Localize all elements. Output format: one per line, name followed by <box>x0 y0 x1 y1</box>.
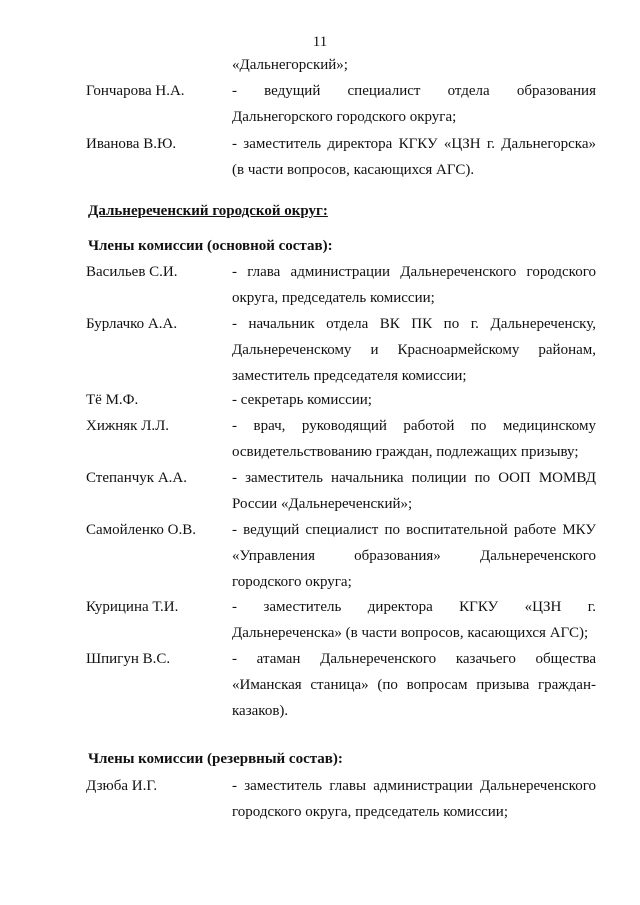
member-name: Шпигун В.С. <box>86 651 171 667</box>
member-description: - глава администрации Дальнереченского городского округа, председатель комиссии; <box>232 264 596 306</box>
member-name: Иванова В.Ю. <box>86 136 177 152</box>
continuation-text: «Дальнегорский»; <box>232 57 348 73</box>
member-name: Дзюба И.Г. <box>86 778 158 794</box>
member-name: Хижняк Л.Л. <box>86 418 170 434</box>
reserve-composition-heading: Члены комиссии (резервный состав): <box>88 751 343 767</box>
page-number: 11 <box>312 34 328 50</box>
member-description: - ведущий специалист по воспитательной работе МКУ «Управления образования» Дальнереченского городского округа; <box>232 522 596 590</box>
member-name: Курицина Т.И. <box>86 599 179 615</box>
member-description: - врач, руководящий работой по медицинскому освидетельствованию граждан, подлежащих призыву; <box>232 418 596 460</box>
member-name: Тё М.Ф. <box>86 392 139 408</box>
district-heading: Дальнереченский городской округ: <box>88 203 328 219</box>
member-name: Гончарова Н.А. <box>86 83 185 99</box>
main-composition-heading: Члены комиссии (основной состав): <box>88 238 333 254</box>
member-description: - заместитель начальника полиции по ООП МОМВД России «Дальнереченский»; <box>232 470 596 512</box>
member-name: Степанчук А.А. <box>86 470 187 486</box>
member-description: - заместитель директора КГКУ «ЦЗН г. Дальнереченска» (в части вопросов, касающихся АГС); <box>232 599 596 641</box>
member-description: - заместитель директора КГКУ «ЦЗН г. Дальнегорска» (в части вопросов, касающихся АГС). <box>232 136 596 178</box>
member-description: - начальник отдела ВК ПК по г. Дальнереченску, Дальнереченскому и Красноармейскому районам, заместитель председателя комиссии; <box>232 316 596 384</box>
member-name: Самойленко О.В. <box>86 522 196 538</box>
member-description: - заместитель главы администрации Дальнереченского городского округа, председатель комиссии; <box>232 778 596 820</box>
member-description: - секретарь комиссии; <box>232 392 372 408</box>
member-description: - ведущий специалист отдела образования Дальнегорского городского округа; <box>232 83 596 125</box>
member-description: - атаман Дальнереченского казачьего общества «Иманская станица» (по вопросам призыва граждан-казаков). <box>232 651 596 719</box>
member-name: Бурлачко А.А. <box>86 316 178 332</box>
member-name: Васильев С.И. <box>86 264 178 280</box>
